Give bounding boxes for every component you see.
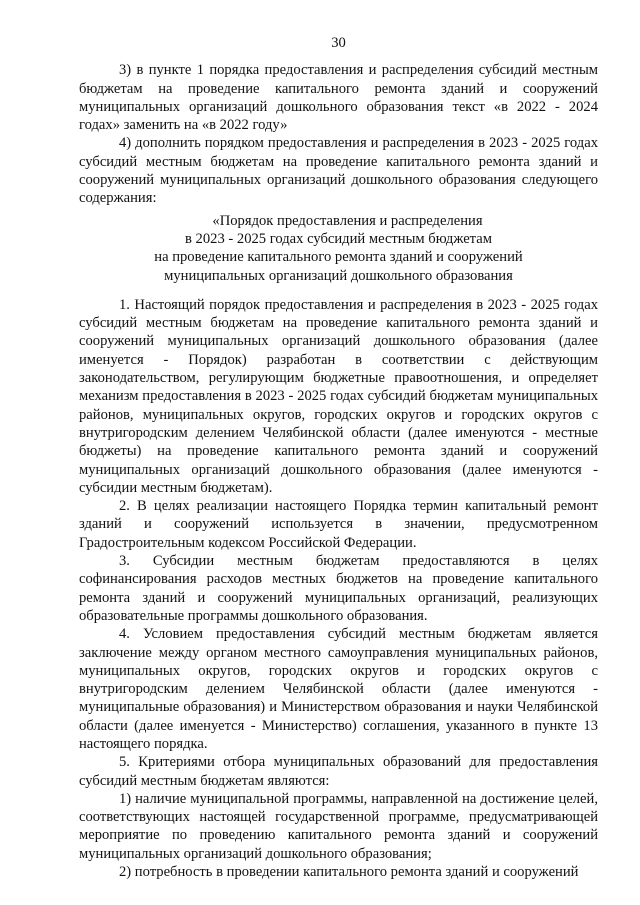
- clause-5-subitem-1: 1) наличие муниципальной программы, направленной на достижение целей, соответствующих настоящей государственной программе, предусматривающей мероприятие по проведению капитального ремонта зданий и сооружений муниципальных организаций дошкольного образования;: [79, 790, 598, 862]
- procedure-title-line: муниципальных организаций дошкольного образования: [164, 267, 513, 284]
- amendment-item-4: 4) дополнить порядком предоставления и распределения в 2023 - 2025 годах субсидий местным бюджетам на проведение капитального ремонта зданий и сооружений муниципальных организаций дошкольного образования следующего содержания:: [79, 135, 598, 207]
- document-page: [79, 34, 598, 881]
- clause-5-subitem-2: 2) потребность в проведении капитального ремонта зданий и сооружений: [119, 864, 579, 881]
- clause-5: 5. Критериями отбора муниципальных образований для предоставления субсидий местным бюджетам являются:: [79, 754, 598, 789]
- clause-2: 2. В целях реализации настоящего Порядка термин капитальный ремонт зданий и сооружений используется в значении, предусмотренном Градостроительным кодексом Российской Федерации.: [79, 498, 598, 551]
- clause-4: 4. Условием предоставления субсидий местным бюджетам является заключение между органом местного самоуправления муниципальных районов, муниципальных округов, городских округов и городских округов с внутригородским делением Челябинской области (далее именуются - муниципальные образования) и Министерством образования и науки Челябинской области (далее именуется - Министерство) соглашения, указанного в пункте 13 настоящего порядка.: [79, 626, 598, 752]
- procedure-title-line: в 2023 - 2025 годах субсидий местным бюджетам: [185, 230, 492, 247]
- procedure-title: [79, 212, 598, 285]
- procedure-title-line: на проведение капитального ремонта зданий и сооружений: [154, 249, 523, 266]
- clause-1: 1. Настоящий порядок предоставления и распределения в 2023 - 2025 годах субсидий местным бюджетам на проведение капитального ремонта зданий и сооружений муниципальных организаций дошкольного образования (далее именуется - Порядок) разработан в соответствии с действующим законодательством, регулирующим бюджетные правоотношения, и определяет механизм предоставления в 2023 - 2025 годах субсидий бюджетам муниципальных районов, муниципальных округов, городских округов и городских округов с внутригородским делением Челябинской области (далее именуются - местные бюджеты) на проведение капитального ремонта зданий и сооружений муниципальных организаций дошкольного образования (далее именуются - субсидии местным бюджетам).: [79, 296, 598, 496]
- page-number: 30: [331, 35, 346, 51]
- procedure-title-line: «Порядок предоставления и распределения: [212, 212, 483, 229]
- amendment-item-3: 3) в пункте 1 порядка предоставления и распределения субсидий местным бюджетам на проведение капитального ремонта зданий и сооружений муниципальных организаций дошкольного образования текст «в 2022 - 2024 годах» заменить на «в 2022 году»: [79, 62, 598, 134]
- clause-3: 3. Субсидии местным бюджетам предоставляются в целях софинансирования расходов местных бюджетов на проведение капитального ремонта зданий и сооружений муниципальных организаций, реализующих образовательные программы дошкольного образования.: [79, 553, 598, 624]
